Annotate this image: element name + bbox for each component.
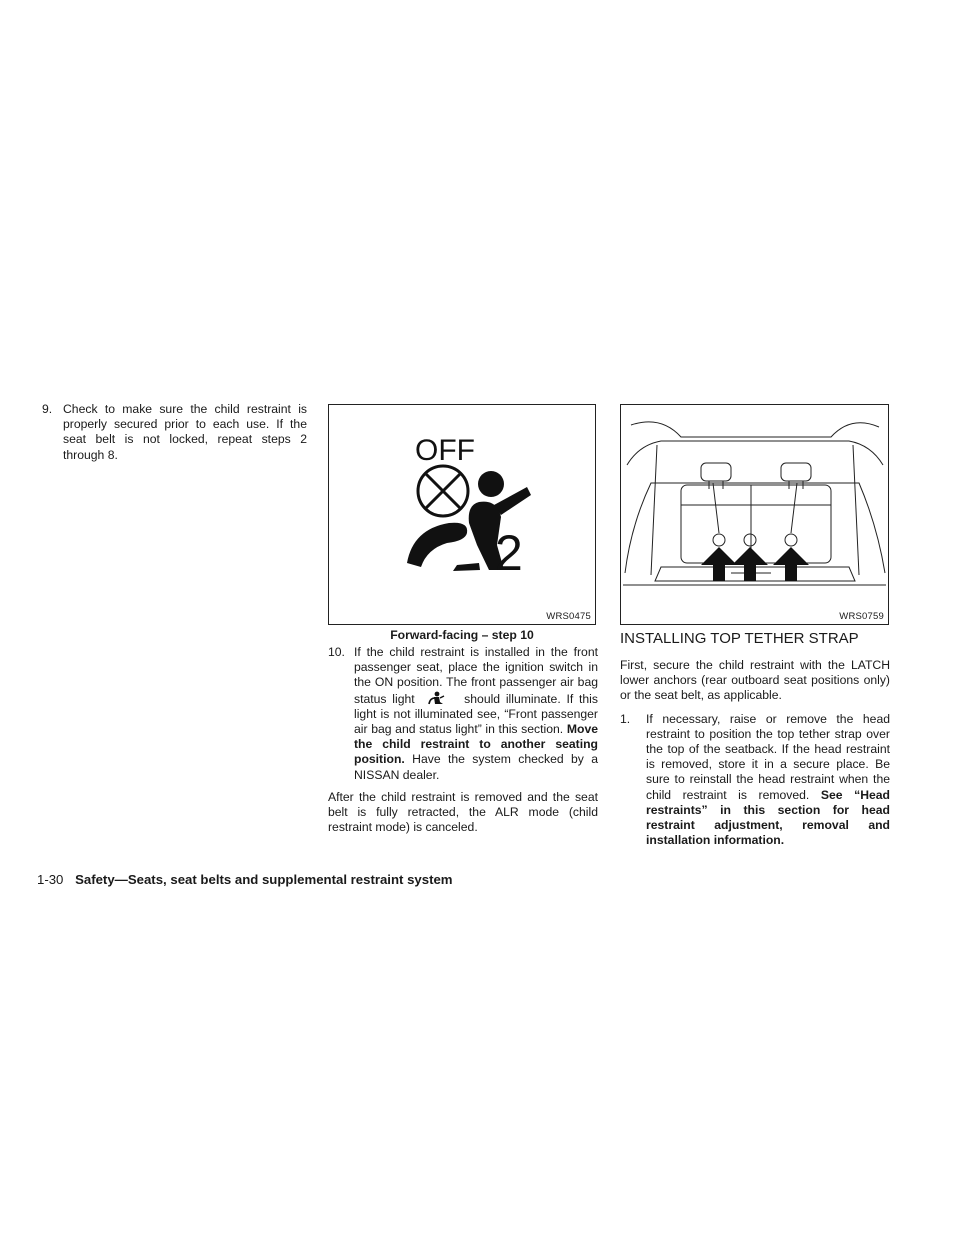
paragraph-intro: First, secure the child restraint with the LATCH lower anchors (rear outboard seat positions only) or the seat belt, as applicable. [620,658,890,703]
chapter-title: Safety—Seats, seat belts and supplemental restraint system [75,872,453,887]
page-number: 1-30 [37,872,64,887]
section-heading: INSTALLING TOP TETHER STRAP [620,630,859,647]
step-text-b: should illuminate. If this light is not illuminated see, “Front passenger air bag and status light” in this section. [354,691,598,737]
step-text-a: If the child restraint is installed in the front passenger seat, place the ignition switch in the ON position. The front passenger air bag status light [354,645,598,706]
figure-top-tether-anchors [620,404,889,625]
step-text: If necessary, raise or remove the head restraint to position the top tether strap over the top of the seatback. If the head restraint is removed, store it in a secure place. Be sure to reinstall the head restraint when the child restraint is removed. [646,711,890,802]
step-text: Check to make sure the child restraint is properly secured prior to each use. If the seat belt is not locked, repeat steps 2 through 8. [63,402,307,462]
figure-code: WRS0759 [839,611,884,622]
step-text-c: Have the system checked by a NISSAN dealer. [354,752,599,782]
arrow-up-icon [701,547,737,581]
figure-airbag-off-indicator [328,404,596,625]
airbag-off-illustration [329,405,595,624]
figure-caption: Forward-facing – step 10 [390,628,534,642]
column-right [620,630,890,848]
step-1 [620,712,890,849]
seat-number-label: 2 [495,525,523,581]
column-middle [328,645,598,835]
step-number: 9. [42,402,53,416]
cargo-area-illustration [621,405,888,624]
passenger-airbag-status-light-icon [425,691,453,705]
anchor-arrows [701,547,809,581]
step-warning-bold: Move the child restraint to another seating position. [354,722,598,767]
page-footer [37,872,453,887]
step-reference-bold: See “Head restraints” in this section for head restraint adjustment, removal and installation information. [646,787,890,848]
column-left [42,402,307,463]
step-9 [42,402,307,463]
airbag-icon [407,523,467,567]
off-label: OFF [415,434,475,467]
figure-code: WRS0475 [546,611,591,622]
step-number: 1. [620,711,631,726]
arrow-up-icon [773,547,809,581]
step-10 [328,645,598,783]
step-number: 10. [328,645,345,659]
arrow-up-icon [732,547,768,581]
paragraph-alr-canceled: After the child restraint is removed and the seat belt is fully retracted, the ALR mode (child restraint mode) is canceled. [328,789,598,835]
